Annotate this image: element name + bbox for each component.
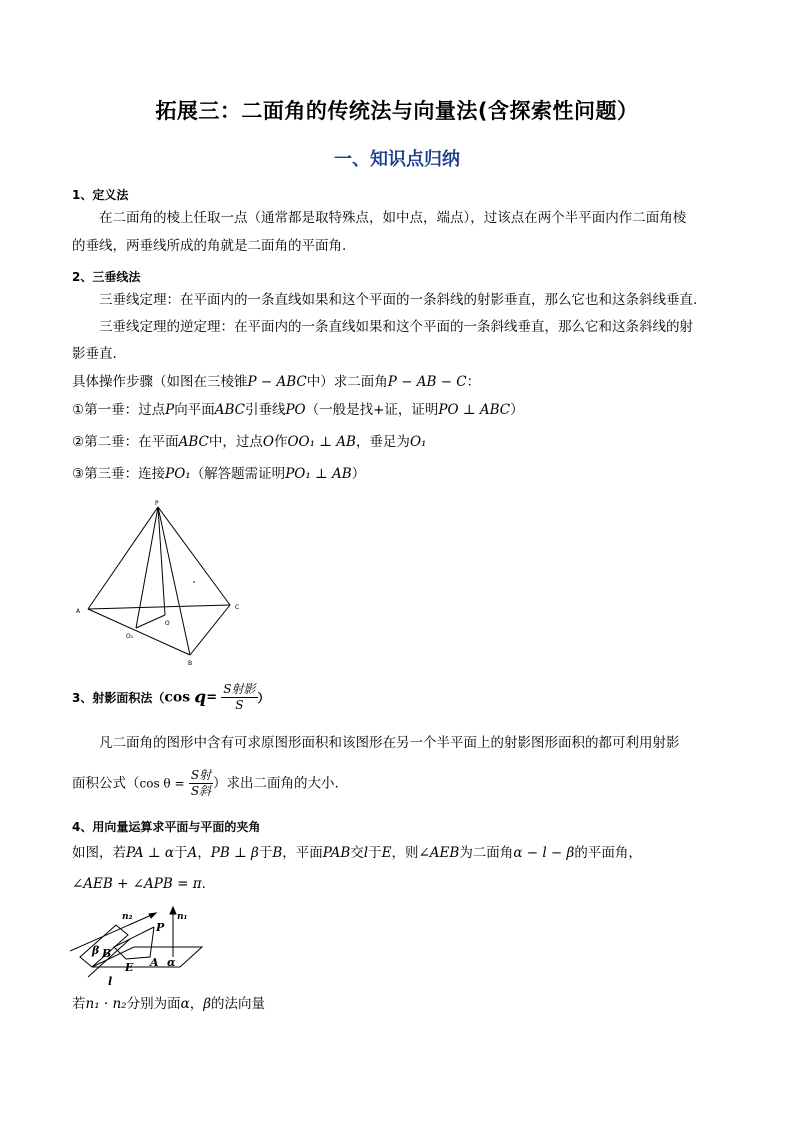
segment-oo1 <box>136 615 165 628</box>
label-l: l <box>108 975 113 987</box>
numerator: S射 <box>190 768 212 782</box>
text: ，平面 <box>282 845 323 861</box>
fraction <box>189 768 213 799</box>
text: . <box>201 876 206 892</box>
label-beta: β <box>92 944 100 957</box>
text: ，则 <box>391 845 419 861</box>
math: PO₁ ⊥ AB <box>285 466 352 482</box>
denominator: S斜 <box>190 784 212 798</box>
math: = <box>206 690 218 705</box>
section-heading: 一、知识点归纳 <box>334 149 460 170</box>
math: B <box>272 845 283 861</box>
math: ∠AEB <box>418 845 460 861</box>
edge-bc <box>190 605 230 655</box>
math: PO ⊥ ABC <box>438 402 511 418</box>
math: ABC <box>214 402 245 418</box>
label-O1: O₁ <box>126 633 134 640</box>
denominator: S <box>235 698 244 712</box>
s2-step2 <box>72 432 426 452</box>
math: ABC <box>178 434 209 450</box>
s4-line2 <box>72 874 206 894</box>
s1-line1: 在二面角的棱上任取一点（通常都是取特殊点，如中点，端点），过该点在两个半平面内作二面角棱 <box>99 210 687 226</box>
fraction <box>221 682 257 713</box>
s3-line2 <box>72 768 339 799</box>
text: 于 <box>258 845 273 861</box>
text: ） <box>257 691 270 705</box>
arrow-head-n1 <box>170 907 176 914</box>
label-n1: n₁ <box>177 912 188 922</box>
math: PO₁ <box>165 466 191 482</box>
text: 中）求二面角 <box>306 374 388 390</box>
edge-ab <box>88 609 190 655</box>
text: 3、射影面积法（ <box>72 691 165 705</box>
edge-ac <box>88 605 230 609</box>
arrow-head-n2 <box>149 913 156 918</box>
label-C: C <box>235 604 240 611</box>
label-A: A <box>76 608 81 615</box>
text: ②第二垂：在平面 <box>72 434 179 450</box>
math: O <box>262 434 274 450</box>
math: q <box>194 687 207 708</box>
text: ） <box>510 402 524 418</box>
text: 引垂线 <box>244 402 286 418</box>
s2-step3 <box>72 464 365 484</box>
text: 的平面角， <box>574 845 642 861</box>
s2-theorem: 三垂线定理：在平面内的一条直线如果和这个平面的一条斜线的射影垂直，那么它也和这条斜线垂直. <box>99 292 698 308</box>
math: n₁ · n₂ <box>85 996 127 1012</box>
math: ∠AEB + ∠APB = π <box>72 876 202 892</box>
text: ： <box>466 374 481 390</box>
label-B: B <box>188 660 193 667</box>
edge-po1 <box>136 507 158 628</box>
text: ③第三垂：连接 <box>72 466 166 482</box>
s1-line2: 的垂线，两垂线所成的角就是二面角的平面角. <box>72 238 347 254</box>
label-A: A <box>150 956 159 969</box>
label-n2: n₂ <box>122 912 133 922</box>
math: A <box>187 845 198 861</box>
text: 若 <box>72 996 86 1012</box>
label-E: E <box>125 961 134 974</box>
text: 交 <box>350 845 364 861</box>
math: α <box>180 996 190 1012</box>
text: 面积公式（ <box>72 775 140 792</box>
s4-line3 <box>72 994 265 1014</box>
s2-steps-intro <box>72 372 480 392</box>
text: （一般是找+证，证明 <box>305 402 439 418</box>
page-title: 拓展三：二面角的传统法与向量法(含探索性问题） <box>155 99 639 123</box>
dihedral-figure <box>70 905 215 987</box>
math: E <box>381 845 392 861</box>
plane-beta <box>80 925 128 967</box>
math: P <box>165 402 175 418</box>
math: α − l − β <box>513 845 575 861</box>
s3-heading <box>72 682 270 713</box>
text: 分别为面 <box>126 996 181 1012</box>
s2-inverse-line1: 三垂线定理的逆定理：在平面内的一条直线如果和这个平面的一条斜线垂直，那么它和这条斜线的射 <box>99 319 693 335</box>
s2-heading: 2、三垂线法 <box>72 270 141 284</box>
text: ）求出二面角的大小. <box>213 775 339 792</box>
math: PA ⊥ α <box>126 845 174 861</box>
s2-step1 <box>72 400 524 420</box>
text: 于 <box>174 845 188 861</box>
text: 作 <box>273 434 288 450</box>
math: OO₁ ⊥ AB <box>287 434 356 450</box>
text: 于 <box>368 845 382 861</box>
text: ， <box>197 845 211 861</box>
s3-line1: 凡二面角的图形中含有可求原图形面积和该图形在另一个半平面上的射影图形面积的都可利用射影 <box>99 735 680 751</box>
text: ， <box>189 996 204 1012</box>
text: 为二面角 <box>459 845 514 861</box>
text: 向平面 <box>174 402 215 418</box>
math: β <box>203 996 212 1012</box>
numerator: S射影 <box>223 682 256 696</box>
label-alpha: α <box>167 956 176 969</box>
text: 中，过点 <box>208 434 263 450</box>
edge-pa <box>88 507 158 609</box>
pyramid-figure <box>70 495 260 670</box>
math: PAB <box>322 845 351 861</box>
math: PO <box>285 402 306 418</box>
text: 如图，若 <box>72 845 126 861</box>
s4-line1 <box>72 843 642 863</box>
text: ） <box>351 466 366 482</box>
label-O: O <box>165 620 170 627</box>
math: cos θ = <box>139 776 185 791</box>
text: （解答题需证明 <box>190 466 286 482</box>
label-P: P <box>155 500 159 507</box>
math: l <box>363 845 369 861</box>
text: ①第一垂：过点 <box>72 402 166 418</box>
math: PB ⊥ β <box>210 845 259 861</box>
text: ，垂足为 <box>355 434 410 450</box>
math: P − ABC <box>247 374 307 390</box>
dot-mark <box>193 581 195 583</box>
math: P − AB − C <box>387 374 467 390</box>
label-P: P <box>156 921 165 934</box>
math: O₁ <box>409 434 427 450</box>
s1-heading: 1、定义法 <box>72 188 129 202</box>
math: cos <box>164 689 191 706</box>
text: 的法向量 <box>211 996 266 1012</box>
s2-inverse-line2: 影垂直. <box>72 346 117 362</box>
label-B: B <box>102 947 112 960</box>
text: 具体操作步骤（如图在三棱锥 <box>72 374 248 390</box>
s4-heading: 4、用向量运算求平面与平面的夹角 <box>72 820 261 834</box>
